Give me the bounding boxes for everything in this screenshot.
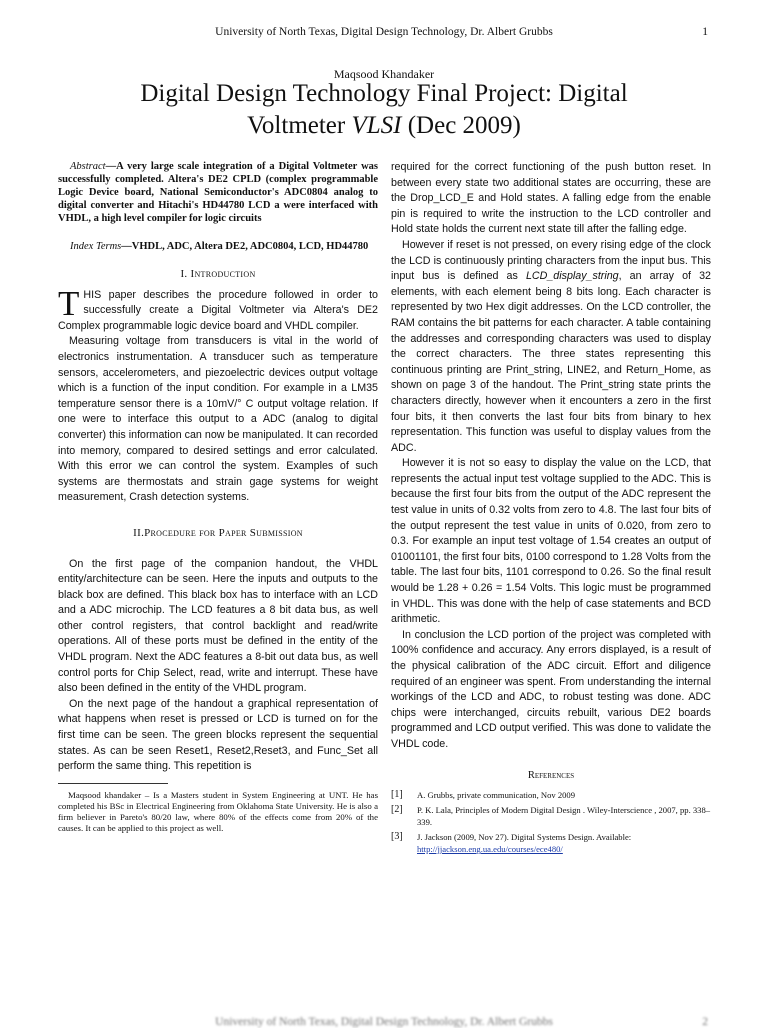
drop-cap: T [58,283,80,323]
title-word-voltmeter: Voltmeter [247,112,346,139]
lcd-display-string: LCD_display_string [525,270,619,283]
index-terms-label: Index Terms [70,241,122,252]
procedure-paragraph-2: On the next page of the handout a graphical representation of what happens when reset is pressed or LCD is turned on for the first time can be seen. The green blocks represent the sequential states. As can be seen Reset1, Reset2,Reset3, and Func_Set all perform the same thing. This repetition is [58,697,378,773]
reference-link[interactable]: http://jjackson.eng.ua.edu/courses/ece480/ [417,844,563,855]
abstract-text: —A very large scale integration of a Digital Voltmeter was successfully completed. Altera's DE2 CPLD (complex programmable Logic Device board, National Semiconductor's ADC0804 analog to digital converter and Hitachi's HD44780 LCD a were interfaced with VHDL, a high level compiler for logic circuits [58,161,378,224]
abstract-label: Abstract [70,161,106,172]
procedure-paragraph-1: On the first page of the companion handout, the VHDL entity/architecture can be seen. Here the inputs and outputs to the black box are defined. This black box has to interface with an LCD and a ADC microchip. The LCD features a 8 bit data bus, as well other control registers, that control backlight and read/write operations. All of these ports must be defined in the entity of the VHDL program. Next the ADC features a 8-bit out data bus, as well control ports for Chip Select, read, write and interrupt. These have also been defined in the entity of the VHDL program. [58,557,378,695]
right-paragraph-3: In conclusion the LCD portion of the project was completed with 100% confidence and accuracy. Any errors displayed, is a result of the physical calibration of the ADC circuit. Effort and diligence required of an engineer was spent. From understanding the internal workings of the LCD and ADC, to robust testing was done. ADC chips were interchanged, circuits rebuilt, various DE2 boards programmed and LCD output verified. This was done to validate the VHDL code. [391,628,712,750]
page-number: 1 [702,26,708,38]
right-paragraph-0: required for the correct functioning of the push button reset. In between every state two additional states are occurring, these are the Drop_LCD_E and Hold states. A falling edge from the enable pin is required to write the instruction to the LCD controller and Hold state holds the current next state till after the falling edge. [391,161,711,236]
reference-number: [1] [391,789,403,801]
next-page-running-head: University of North Texas, Digital Design Technology, Dr. Albert Grubbs [215,1016,553,1028]
reference-number: [2] [391,804,403,816]
references-heading: References [527,769,575,781]
title-vlsi: VLSI [351,112,402,139]
intro-paragraph-1: HIS paper describes the procedure followed in order to successfully create a Digital Voltmeter via Altera's DE2 Complex programmable logic device board and VHDL compiler. [58,288,378,332]
title-line-2 [100,110,668,142]
author-name: Maqsood Khandaker [333,67,435,81]
next-page-number: 2 [702,1016,708,1028]
reference-text: J. Jackson (2009, Nov 27). Digital Systems Design. Available: [417,832,632,843]
running-header [0,26,768,42]
reference-item [391,804,711,828]
procedure-body [58,557,378,775]
index-terms-text: —VHDL, ADC, Altera DE2, ADC0804, LCD, HD44780 [121,241,369,252]
introduction-body [58,283,378,506]
right-column [391,160,711,858]
reference-item [391,789,711,801]
section-heading-introduction: I. Introduction [180,268,256,280]
reference-text: A. Grubbs, private communication, Nov 2009 [417,790,576,801]
abstract [58,160,378,225]
next-page-header-peek [0,1016,768,1028]
running-head-text: University of North Texas, Digital Design Technology, Dr. Albert Grubbs [215,26,553,38]
reference-text: P. K. Lala, Principles of Modern Digital Design . Wiley-Interscience , 2007, pp. 338–339. [417,805,711,828]
p1-text-a: However if reset is not pressed, on every rising edge of the clock the LCD is continuously printing characters from the input bus. This input bus is defined as [391,238,711,283]
title-line-1: Digital Design Technology Final Project: Digital [140,80,628,107]
p1-text-b: , an array of 32 elements, with each element being 8 bits long. Each character is represented by two Hex digit addresses. On the LCD controller, the RAM contains the bit patterns for each character. A table containing the addresses and corresponding characters was used to display the correct characters. The three states representing this continuous printing are Print_string, LINE2, and Return_Home, as shown on page 3 of the handout. The Print_string state prints the characters directly, however when it encounters a zero in the first four bits, it then converts the last four bits from binary to hex representation. This function was useful to display values from the ADC. [391,270,712,454]
reference-item [391,831,711,855]
section-heading-procedure: II.Procedure for Paper Submission [133,526,303,539]
right-body [391,160,711,753]
paper-title [100,78,668,142]
author-footnote: Maqsood khandaker – Is a Masters student in System Engineering at UNT. He has completed his BSc in Electrical Engineering from Oklahoma State University. He is also a firm believer in Pareto's 80/20 law, where 80% of the effects come from 20% of the causes. It can be applied to this project as well. [58,789,378,833]
index-terms [58,240,378,253]
footnote-divider [58,783,168,784]
left-column [58,160,378,834]
intro-paragraph-2: Measuring voltage from transducers is vital in the world of electronics instrumentation. A transducer such as temperature sensors, accelerometers, and piezoelectric devices output voltage which is a function of the input condition. For example in a LM35 temperature sensor there is a 10mV/° C output voltage relation. If one were to interface this output to a ADC (analog to digital converter) this information can now be manipulated. It can recorded into memory, compared to desired settings and error calculated. With this error we can control the system. Examples of such systems are thermostats and strain gage systems for weight measurement, Crash detection systems. [58,335,378,504]
references-list [391,789,711,855]
right-paragraph-2: However it is not so easy to display the value on the LCD, that represents the actual input test voltage supplied to the ADC. This is because the first four bits from the output of the ADC represent the test value in units of 0.32 volts from zero to 4.8. The last four bits of the output represent the test value in units of 0.020, from zero to 0.3. For example an input test voltage of 1.54 creates an output of 01001101, the first four bits, 0100 correspond to 1.28 Volts from the table. The last four bits, 1101 correspond to 0.26. So the final result would be 1.28 + 0.26 = 1.54 Volts. This logic must be programmed in VHDL. This was done with the help of case statements and BCD arithmetic. [391,457,711,626]
reference-number: [3] [391,831,403,843]
title-date: (Dec 2009) [407,112,521,139]
right-paragraph-1 [391,238,711,456]
